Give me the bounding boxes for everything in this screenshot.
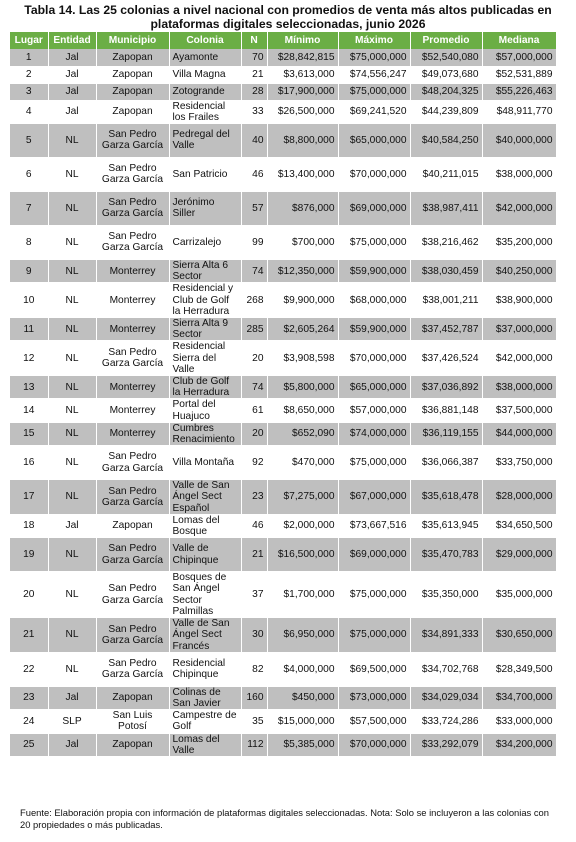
table-cell: Zotogrande <box>169 83 241 100</box>
table-cell: Zapopan <box>96 83 169 100</box>
table-cell: Jal <box>48 686 96 709</box>
table-cell: $34,029,034 <box>410 686 482 709</box>
table-cell: Jal <box>48 49 96 66</box>
table-cell: $34,650,500 <box>482 514 556 537</box>
table-cell: $34,700,000 <box>482 686 556 709</box>
table-row <box>10 83 556 100</box>
table-cell: $68,000,000 <box>338 283 410 318</box>
table-cell: 82 <box>241 652 267 686</box>
table-cell: 23 <box>241 480 267 515</box>
table-cell: $37,500,000 <box>482 399 556 422</box>
table-cell: 268 <box>241 283 267 318</box>
table-row <box>10 422 556 445</box>
table-cell: Villa Magna <box>169 66 241 83</box>
table-cell: Valle de Chipinque <box>169 538 241 572</box>
table-cell: 160 <box>241 686 267 709</box>
table-cell: $38,216,462 <box>410 225 482 259</box>
table-cell: 37 <box>241 572 267 618</box>
table-cell: Sierra Alta 9 Sector <box>169 317 241 340</box>
table-cell: $65,000,000 <box>338 123 410 157</box>
table-row <box>10 49 556 66</box>
table-cell: Residencial los Frailes <box>169 100 241 123</box>
table-cell: $37,426,524 <box>410 341 482 376</box>
table-cell: $2,000,000 <box>267 514 338 537</box>
table-cell: $37,036,892 <box>410 375 482 398</box>
table-cell: 6 <box>10 157 48 191</box>
table-cell: $38,987,411 <box>410 191 482 225</box>
table-row <box>10 652 556 686</box>
table-cell: $35,350,000 <box>410 572 482 618</box>
table-cell: $9,900,000 <box>267 283 338 318</box>
table-cell: 13 <box>10 375 48 398</box>
table-cell: $12,350,000 <box>267 259 338 282</box>
table-row <box>10 480 556 515</box>
table-cell: $28,000,000 <box>482 480 556 515</box>
table-cell: Sierra Alta 6 Sector <box>169 259 241 282</box>
table-row <box>10 710 556 733</box>
table-cell: $70,000,000 <box>338 733 410 756</box>
table-cell: Zapopan <box>96 100 169 123</box>
table-cell: NL <box>48 283 96 318</box>
table-cell: Zapopan <box>96 49 169 66</box>
table-cell: 46 <box>241 514 267 537</box>
table-cell: NL <box>48 652 96 686</box>
table-cell: $7,275,000 <box>267 480 338 515</box>
table-body <box>10 49 556 757</box>
table-cell: $35,470,783 <box>410 538 482 572</box>
table-cell: Campestre de Golf <box>169 710 241 733</box>
table-cell: San Luis Potosí <box>96 710 169 733</box>
table-cell: $38,000,000 <box>482 375 556 398</box>
table-cell: $17,900,000 <box>267 83 338 100</box>
table-row <box>10 686 556 709</box>
table-cell: $15,000,000 <box>267 710 338 733</box>
table-cell: 20 <box>241 341 267 376</box>
table-cell: NL <box>48 341 96 376</box>
table-row <box>10 733 556 756</box>
table-cell: Residencial Chipinque <box>169 652 241 686</box>
table-cell: $75,000,000 <box>338 618 410 653</box>
table-cell: Club de Golf la Herradura <box>169 375 241 398</box>
table-cell: $40,584,250 <box>410 123 482 157</box>
table-cell: 70 <box>241 49 267 66</box>
table-cell: Zapopan <box>96 686 169 709</box>
table-cell: $652,090 <box>267 422 338 445</box>
table-cell: Cumbres Renacimiento <box>169 422 241 445</box>
table-cell: $37,452,787 <box>410 317 482 340</box>
table-cell: 74 <box>241 375 267 398</box>
table-cell: $6,950,000 <box>267 618 338 653</box>
table-cell: Jal <box>48 514 96 537</box>
table-cell: San Pedro Garza García <box>96 157 169 191</box>
column-header: N <box>241 32 267 49</box>
table-cell: San Patricio <box>169 157 241 191</box>
table-cell: NL <box>48 399 96 422</box>
table-cell: NL <box>48 422 96 445</box>
column-header: Colonia <box>169 32 241 49</box>
table-cell: $4,000,000 <box>267 652 338 686</box>
table-cell: $5,800,000 <box>267 375 338 398</box>
table-cell: 99 <box>241 225 267 259</box>
table-cell: $70,000,000 <box>338 341 410 376</box>
table-cell: $52,540,080 <box>410 49 482 66</box>
table-cell: $75,000,000 <box>338 572 410 618</box>
table-cell: $70,000,000 <box>338 157 410 191</box>
table-row <box>10 225 556 259</box>
table-cell: 17 <box>10 480 48 515</box>
table-cell: 28 <box>241 83 267 100</box>
table-cell: $3,613,000 <box>267 66 338 83</box>
table-cell: 40 <box>241 123 267 157</box>
column-header: Entidad <box>48 32 96 49</box>
table-cell: NL <box>48 572 96 618</box>
table-cell: $36,881,148 <box>410 399 482 422</box>
table-cell: $35,000,000 <box>482 572 556 618</box>
table-cell: 19 <box>10 538 48 572</box>
table-cell: 46 <box>241 157 267 191</box>
table-cell: $34,702,768 <box>410 652 482 686</box>
table-cell: $67,000,000 <box>338 480 410 515</box>
table-row <box>10 446 556 480</box>
table-cell: 20 <box>241 422 267 445</box>
table-cell: $37,000,000 <box>482 317 556 340</box>
table-cell: 3 <box>10 83 48 100</box>
table-cell: 4 <box>10 100 48 123</box>
table-cell: $13,400,000 <box>267 157 338 191</box>
table-cell: San Pedro Garza García <box>96 480 169 515</box>
column-header: Mediana <box>482 32 556 49</box>
table-cell: 25 <box>10 733 48 756</box>
table-cell: Residencial Sierra del Valle <box>169 341 241 376</box>
table-cell: NL <box>48 157 96 191</box>
table-cell: NL <box>48 618 96 653</box>
table-cell: $33,750,000 <box>482 446 556 480</box>
table-cell: 1 <box>10 49 48 66</box>
table-cell: $700,000 <box>267 225 338 259</box>
table-cell: Carrizalejo <box>169 225 241 259</box>
table-cell: $57,500,000 <box>338 710 410 733</box>
table-cell: 33 <box>241 100 267 123</box>
table-cell: $55,226,463 <box>482 83 556 100</box>
table-cell: $8,650,000 <box>267 399 338 422</box>
table-cell: Lomas del Bosque <box>169 514 241 537</box>
table-row <box>10 572 556 618</box>
table-cell: San Pedro Garza García <box>96 538 169 572</box>
table-cell: 11 <box>10 317 48 340</box>
table-cell: 30 <box>241 618 267 653</box>
column-header: Máximo <box>338 32 410 49</box>
table-cell: Zapopan <box>96 66 169 83</box>
table-cell: NL <box>48 480 96 515</box>
table-cell: SLP <box>48 710 96 733</box>
table-cell: 21 <box>241 66 267 83</box>
table-cell: $38,000,000 <box>482 157 556 191</box>
table-cell: Lomas del Valle <box>169 733 241 756</box>
table-row <box>10 66 556 83</box>
table-cell: NL <box>48 123 96 157</box>
table-row <box>10 341 556 376</box>
table-cell: San Pedro Garza García <box>96 341 169 376</box>
table-cell: $33,292,079 <box>410 733 482 756</box>
table-cell: $34,891,333 <box>410 618 482 653</box>
table-cell: $33,724,286 <box>410 710 482 733</box>
table-cell: $26,500,000 <box>267 100 338 123</box>
table-cell: 23 <box>10 686 48 709</box>
table-cell: $33,000,000 <box>482 710 556 733</box>
table-cell: Monterrey <box>96 422 169 445</box>
table-row <box>10 259 556 282</box>
table-cell: $69,500,000 <box>338 652 410 686</box>
table-cell: 92 <box>241 446 267 480</box>
table-cell: Jal <box>48 100 96 123</box>
table-cell: Jal <box>48 733 96 756</box>
table-row <box>10 317 556 340</box>
table-cell: $69,241,520 <box>338 100 410 123</box>
table-row <box>10 100 556 123</box>
table-cell: 74 <box>241 259 267 282</box>
table-cell: $1,700,000 <box>267 572 338 618</box>
table-cell: $75,000,000 <box>338 225 410 259</box>
table-cell: $30,650,000 <box>482 618 556 653</box>
table-cell: San Pedro Garza García <box>96 572 169 618</box>
table-row <box>10 514 556 537</box>
table-cell: Ayamonte <box>169 49 241 66</box>
table-cell: $29,000,000 <box>482 538 556 572</box>
table-row <box>10 538 556 572</box>
table-cell: 14 <box>10 399 48 422</box>
table-cell: $35,618,478 <box>410 480 482 515</box>
table-cell: $52,531,889 <box>482 66 556 83</box>
table-title: Tabla 14. Las 25 colonias a nivel nacional con promedios de venta más altos publicadas en plataformas digitales seleccionadas, junio 2026 <box>24 3 552 31</box>
table-cell: 12 <box>10 341 48 376</box>
table-cell: San Pedro Garza García <box>96 225 169 259</box>
table-cell: $470,000 <box>267 446 338 480</box>
table-cell: $73,000,000 <box>338 686 410 709</box>
table-cell: $48,911,770 <box>482 100 556 123</box>
table-cell: NL <box>48 225 96 259</box>
source-footnote: Fuente: Elaboración propia con información de plataformas digitales seleccionadas. Nota: Solo se incluyeron a las colonias con 20 propiedades o más publicadas. <box>20 807 549 830</box>
table-cell: 18 <box>10 514 48 537</box>
table-cell: $38,030,459 <box>410 259 482 282</box>
table-cell: $73,667,516 <box>338 514 410 537</box>
table-cell: 2 <box>10 66 48 83</box>
table-cell: Jerónimo Siller <box>169 191 241 225</box>
table-cell: $38,001,211 <box>410 283 482 318</box>
table-cell: Residencial y Club de Golf la Herradura <box>169 283 241 318</box>
table-cell: $40,000,000 <box>482 123 556 157</box>
table-cell: Villa Montaña <box>169 446 241 480</box>
table-cell: San Pedro Garza García <box>96 123 169 157</box>
table-cell: Monterrey <box>96 283 169 318</box>
table-cell: Monterrey <box>96 375 169 398</box>
table-row <box>10 123 556 157</box>
table-cell: 5 <box>10 123 48 157</box>
table-cell: NL <box>48 538 96 572</box>
table-cell: $65,000,000 <box>338 375 410 398</box>
table-cell: $35,613,945 <box>410 514 482 537</box>
table-cell: $42,000,000 <box>482 191 556 225</box>
table-row <box>10 618 556 653</box>
table-cell: $876,000 <box>267 191 338 225</box>
table-cell: $3,908,598 <box>267 341 338 376</box>
table-cell: 57 <box>241 191 267 225</box>
data-table <box>10 32 557 757</box>
table-cell: 8 <box>10 225 48 259</box>
table-row <box>10 283 556 318</box>
table-cell: 7 <box>10 191 48 225</box>
table-cell: Pedregal del Valle <box>169 123 241 157</box>
column-header: Lugar <box>10 32 48 49</box>
table-cell: $40,211,015 <box>410 157 482 191</box>
table-cell: $74,556,247 <box>338 66 410 83</box>
table-cell: $49,073,680 <box>410 66 482 83</box>
table-cell: $42,000,000 <box>482 341 556 376</box>
table-cell: $2,605,264 <box>267 317 338 340</box>
table-cell: $36,119,155 <box>410 422 482 445</box>
table-cell: 15 <box>10 422 48 445</box>
table-cell: $57,000,000 <box>338 399 410 422</box>
table-cell: $36,066,387 <box>410 446 482 480</box>
table-cell: $35,200,000 <box>482 225 556 259</box>
table-cell: $5,385,000 <box>267 733 338 756</box>
table-cell: 285 <box>241 317 267 340</box>
table-cell: 61 <box>241 399 267 422</box>
table-row <box>10 157 556 191</box>
table-cell: $44,239,809 <box>410 100 482 123</box>
table-cell: 35 <box>241 710 267 733</box>
table-cell: Monterrey <box>96 399 169 422</box>
table-cell: $16,500,000 <box>267 538 338 572</box>
table-cell: $44,000,000 <box>482 422 556 445</box>
table-row <box>10 191 556 225</box>
table-cell: $57,000,000 <box>482 49 556 66</box>
table-cell: $34,200,000 <box>482 733 556 756</box>
table-cell: Zapopan <box>96 733 169 756</box>
column-header: Municipio <box>96 32 169 49</box>
table-cell: Monterrey <box>96 317 169 340</box>
table-cell: 16 <box>10 446 48 480</box>
table-cell: 20 <box>10 572 48 618</box>
table-cell: $59,900,000 <box>338 259 410 282</box>
column-header: Promedio <box>410 32 482 49</box>
table-cell: $74,000,000 <box>338 422 410 445</box>
table-cell: San Pedro Garza García <box>96 652 169 686</box>
table-cell: Valle de San Ángel Sect Español <box>169 480 241 515</box>
table-cell: 21 <box>241 538 267 572</box>
table-cell: Colinas de San Javier <box>169 686 241 709</box>
table-cell: $40,250,000 <box>482 259 556 282</box>
table-cell: San Pedro Garza García <box>96 618 169 653</box>
table-cell: NL <box>48 191 96 225</box>
table-cell: Valle de San Ángel Sect Francés <box>169 618 241 653</box>
table-cell: 21 <box>10 618 48 653</box>
table-cell: $75,000,000 <box>338 446 410 480</box>
table-cell: San Pedro Garza García <box>96 191 169 225</box>
table-cell: NL <box>48 375 96 398</box>
table-cell: NL <box>48 317 96 340</box>
table-cell: $28,349,500 <box>482 652 556 686</box>
table-cell: $59,900,000 <box>338 317 410 340</box>
table-cell: $450,000 <box>267 686 338 709</box>
table-cell: Jal <box>48 83 96 100</box>
table-cell: Jal <box>48 66 96 83</box>
table-cell: Monterrey <box>96 259 169 282</box>
table-cell: $38,900,000 <box>482 283 556 318</box>
table-cell: $69,000,000 <box>338 538 410 572</box>
column-header: Mínimo <box>267 32 338 49</box>
table-cell: 22 <box>10 652 48 686</box>
table-cell: NL <box>48 446 96 480</box>
table-cell: 112 <box>241 733 267 756</box>
table-cell: 24 <box>10 710 48 733</box>
table-row <box>10 375 556 398</box>
table-cell: $8,800,000 <box>267 123 338 157</box>
table-cell: Zapopan <box>96 514 169 537</box>
table-cell: San Pedro Garza García <box>96 446 169 480</box>
table-cell: NL <box>48 259 96 282</box>
table-cell: $75,000,000 <box>338 49 410 66</box>
table-header-row <box>10 32 556 49</box>
table-cell: 9 <box>10 259 48 282</box>
table-cell: Portal del Huajuco <box>169 399 241 422</box>
table-cell: $75,000,000 <box>338 83 410 100</box>
table-cell: $28,842,815 <box>267 49 338 66</box>
table-cell: 10 <box>10 283 48 318</box>
table-cell: $48,204,325 <box>410 83 482 100</box>
table-row <box>10 399 556 422</box>
table-cell: $69,000,000 <box>338 191 410 225</box>
table-cell: Bosques de San Ángel Sector Palmillas <box>169 572 241 618</box>
